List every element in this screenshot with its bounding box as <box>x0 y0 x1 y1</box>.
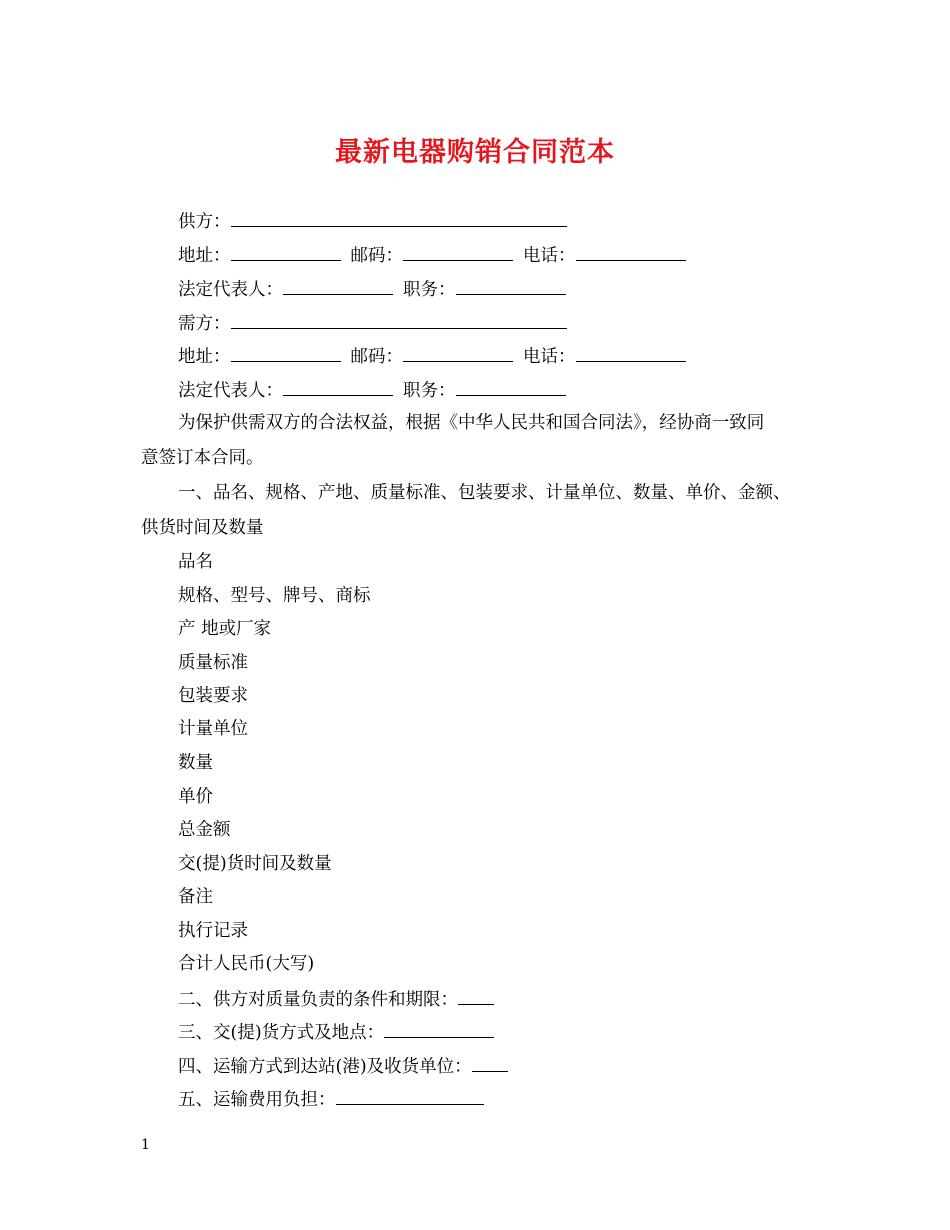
buyer-position-label: 职务： <box>403 381 456 401</box>
buyer-postcode-label: 邮码： <box>350 347 403 367</box>
supplier-position-label: 职务： <box>403 280 456 300</box>
item-list-entry: 计量单位 <box>178 719 248 739</box>
intro-line-2: 意签订本合同。 <box>141 448 264 468</box>
buyer-contact-line <box>178 343 686 369</box>
buyer-address-blank <box>231 343 341 362</box>
item-list-entry: 规格、型号、牌号、商标 <box>178 586 371 606</box>
clause-1-line-1: 一、品名、规格、产地、质量标准、包装要求、计量单位、数量、单价、金额、 <box>178 483 791 503</box>
item-list-entry: 合计人民币(大写) <box>178 954 315 974</box>
buyer-postcode-blank <box>403 343 513 362</box>
buyer-address-label: 地址： <box>178 347 231 367</box>
clause-3-text: 三、交(提)货方式及地点： <box>178 1023 385 1043</box>
buyer-legal-rep-blank <box>283 377 393 396</box>
item-list-entry: 备注 <box>178 887 213 907</box>
item-list-entry: 执行记录 <box>178 921 248 941</box>
supplier-label: 供方： <box>178 212 231 232</box>
clause-3-blank <box>384 1019 494 1038</box>
clause-5 <box>178 1086 484 1112</box>
document-title: 最新电器购销合同范本 <box>335 137 615 168</box>
buyer-phone-label: 电话： <box>523 347 576 367</box>
item-list-entry: 品名 <box>178 552 213 572</box>
buyer-line <box>178 310 567 336</box>
buyer-label: 需方： <box>178 314 231 334</box>
supplier-address-label: 地址： <box>178 246 231 266</box>
page-number: 1 <box>141 1137 150 1153</box>
item-list-entry: 产 地或厂家 <box>178 619 272 639</box>
clause-4-blank <box>472 1053 508 1072</box>
supplier-phone-label: 电话： <box>523 246 576 266</box>
buyer-position-blank <box>456 377 566 396</box>
clause-4-text: 四、运输方式到达站(港)及收货单位： <box>178 1057 472 1077</box>
item-list-entry: 质量标准 <box>178 653 248 673</box>
supplier-legal-rep-blank <box>283 276 393 295</box>
clause-2-text: 二、供方对质量负责的条件和期限： <box>178 990 458 1010</box>
clause-1-line-2: 供货时间及数量 <box>141 518 264 538</box>
supplier-postcode-label: 邮码： <box>350 246 403 266</box>
supplier-rep-line <box>178 276 566 302</box>
item-list-entry: 包装要求 <box>178 686 248 706</box>
supplier-line <box>178 208 567 234</box>
supplier-postcode-blank <box>403 242 513 261</box>
clause-4 <box>178 1053 508 1079</box>
buyer-rep-line <box>178 377 566 403</box>
intro-line-1: 为保护供需双方的合法权益，根据《中华人民共和国合同法》，经协商一致同 <box>178 413 765 433</box>
clause-3 <box>178 1019 494 1045</box>
buyer-name-blank <box>231 310 567 329</box>
clause-2-blank <box>458 986 494 1005</box>
clause-5-blank <box>336 1086 484 1105</box>
buyer-phone-blank <box>576 343 686 362</box>
supplier-address-blank <box>231 242 341 261</box>
clause-5-text: 五、运输费用负担： <box>178 1090 336 1110</box>
item-list-entry: 单价 <box>178 787 213 807</box>
supplier-legal-rep-label: 法定代表人： <box>178 280 283 300</box>
supplier-contact-line <box>178 242 686 268</box>
supplier-phone-blank <box>576 242 686 261</box>
clause-2 <box>178 986 494 1012</box>
item-list-entry: 总金额 <box>178 820 231 840</box>
supplier-name-blank <box>231 208 567 227</box>
item-list-entry: 数量 <box>178 753 213 773</box>
supplier-position-blank <box>456 276 566 295</box>
item-list-entry: 交(提)货时间及数量 <box>178 854 332 874</box>
buyer-legal-rep-label: 法定代表人： <box>178 381 283 401</box>
